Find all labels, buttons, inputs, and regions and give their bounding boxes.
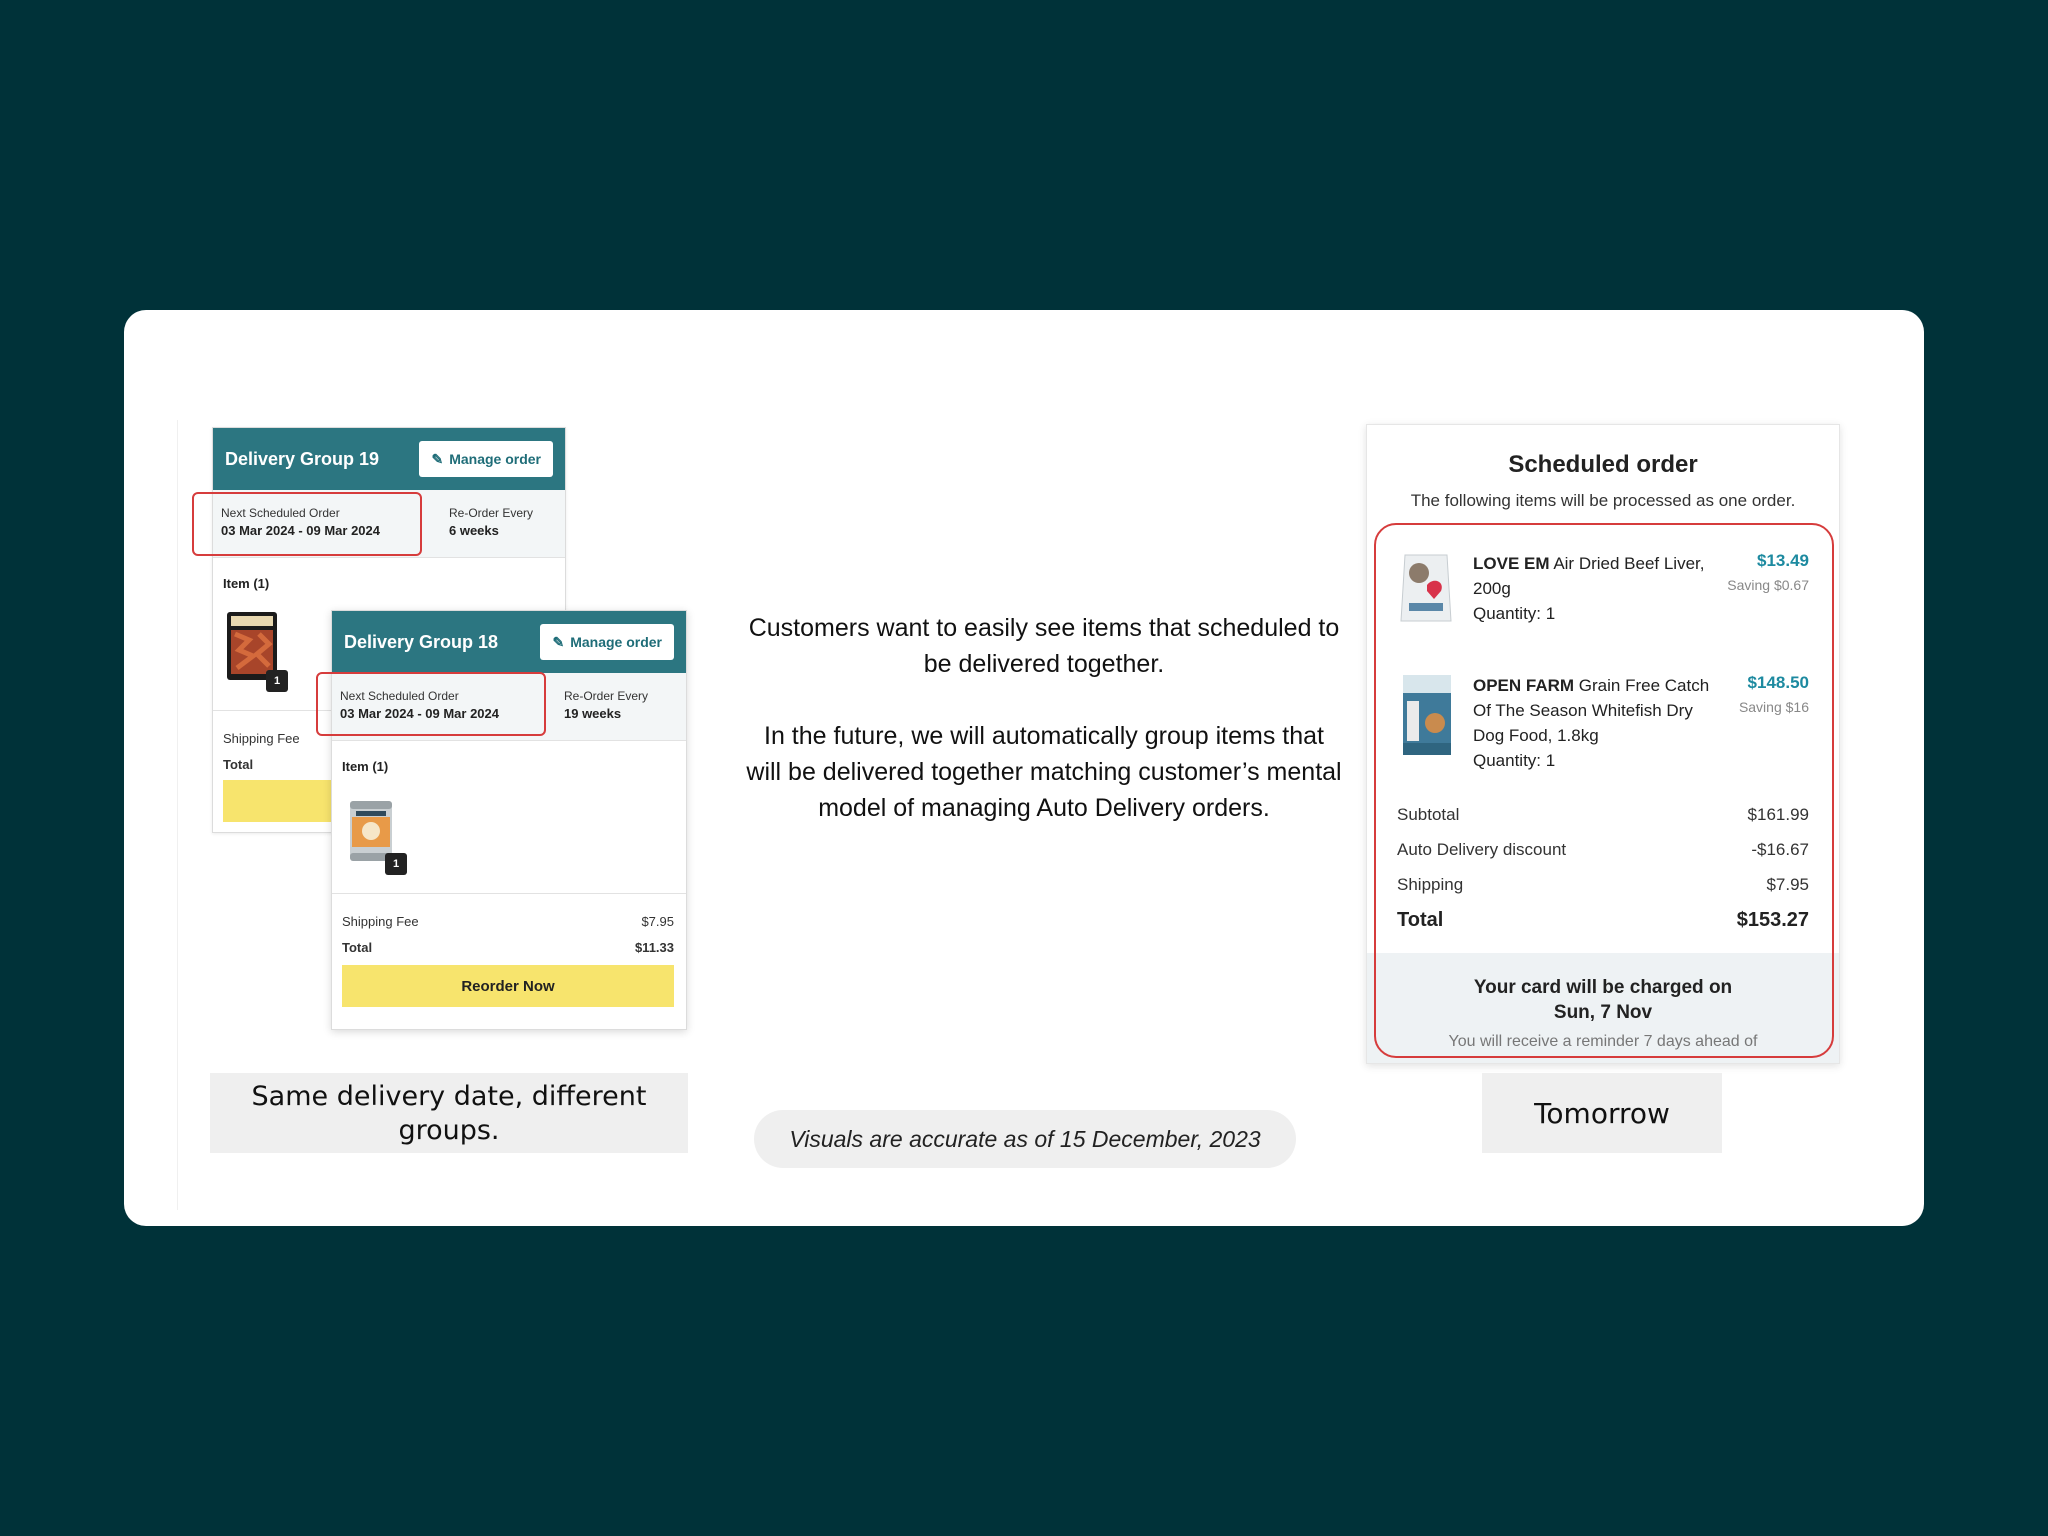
total-value: $11.33	[634, 940, 674, 955]
highlight-box	[192, 492, 422, 556]
total-label: Total	[342, 940, 373, 955]
quantity-badge: 1	[266, 670, 288, 692]
reorder-frequency	[449, 506, 533, 538]
reorder-now-button[interactable]: Reorder Now	[342, 965, 674, 1007]
shipping-fee-value: $7.95	[641, 914, 674, 929]
items-label: Item (1)	[223, 576, 270, 591]
item-price: $148.50	[1747, 673, 1809, 692]
shipping-fee-label: Shipping Fee	[223, 731, 300, 746]
explanation-paragraph-1: Customers want to easily see items that scheduled to be delivered together.	[748, 614, 1340, 678]
highlight-box	[316, 672, 546, 736]
subtotal-value: $161.99	[1747, 805, 1809, 824]
quantity-badge: 1	[385, 853, 407, 875]
reorder-frequency	[564, 689, 648, 721]
reorder-every-label: Re-Order Every	[449, 506, 534, 520]
item-quantity: Quantity: 1	[1473, 751, 1556, 770]
slide-card	[124, 310, 1924, 1226]
caption-same-delivery-date: Same delivery date, different groups.	[210, 1073, 688, 1153]
delivery-group-header	[332, 611, 686, 673]
total-label: Total	[223, 757, 254, 772]
manage-order-label: Manage order	[449, 451, 541, 467]
caption-tomorrow: Tomorrow	[1482, 1073, 1722, 1153]
delivery-group-header	[213, 428, 565, 490]
shipping-label: Shipping	[1397, 875, 1464, 894]
shipping-fee-label: Shipping Fee	[342, 914, 419, 929]
manage-order-button[interactable]	[540, 624, 674, 660]
discount-value: -$16.67	[1751, 840, 1809, 859]
subtotal-label: Subtotal	[1397, 805, 1460, 824]
explanation-text	[744, 610, 1344, 826]
pencil-icon: ✎	[552, 633, 565, 650]
charge-line-2: Sun, 7 Nov	[1553, 1002, 1653, 1023]
reorder-every-label: Re-Order Every	[564, 689, 649, 703]
item-saving: Saving $16	[1738, 699, 1809, 715]
items-label: Item (1)	[342, 759, 389, 774]
shipping-value: $7.95	[1766, 875, 1809, 894]
charge-line-1: Your card will be charged on	[1473, 977, 1733, 998]
item-brand: LOVE EM	[1473, 554, 1550, 573]
next-scheduled-value: 03 Mar 2024 - 09 Mar 2024	[221, 523, 380, 538]
explanation-paragraph-2: In the future, we will automatically group items that will be delivered together matching customer’s mental model of managing Auto Delivery orders.	[746, 722, 1342, 822]
divider	[177, 420, 178, 1210]
delivery-group-title: Delivery Group 18	[344, 631, 499, 652]
scheduled-order-title: Scheduled order	[1508, 451, 1698, 478]
reorder-every-value: 6 weeks	[449, 523, 499, 538]
delivery-group-title: Delivery Group 19	[225, 448, 380, 469]
item-quantity: Quantity: 1	[1473, 604, 1556, 623]
scheduled-order-subtitle: The following items will be processed as one order.	[1410, 491, 1796, 510]
pencil-icon: ✎	[431, 450, 444, 467]
divider	[332, 893, 686, 894]
visuals-accuracy-note: Visuals are accurate as of 15 December, 2023	[754, 1110, 1296, 1168]
next-scheduled-label: Next Scheduled Order	[221, 506, 340, 520]
total-row	[342, 940, 674, 955]
reorder-every-value: 19 weeks	[564, 706, 622, 721]
shipping-fee-row	[342, 914, 674, 929]
total-label: Total	[1397, 909, 1444, 931]
reminder-note: You will receive a reminder 7 days ahead of	[1448, 1033, 1758, 1050]
manage-order-button[interactable]	[419, 441, 553, 477]
next-scheduled-label: Next Scheduled Order	[340, 689, 459, 703]
item-saving: Saving $0.67	[1727, 577, 1809, 593]
item-name: Air Dried Beef Liver, 200g	[1473, 554, 1705, 598]
item-price: $13.49	[1757, 551, 1809, 570]
item-name: Grain Free Catch Of The Season Whitefish Dry Dog Food, 1.8kg	[1473, 676, 1710, 745]
highlight-box	[1374, 523, 1834, 1058]
total-value: $153.27	[1736, 909, 1809, 931]
manage-order-label: Manage order	[570, 634, 662, 650]
discount-label: Auto Delivery discount	[1397, 840, 1567, 859]
item-brand: OPEN FARM	[1473, 676, 1575, 695]
next-scheduled-value: 03 Mar 2024 - 09 Mar 2024	[340, 706, 499, 721]
